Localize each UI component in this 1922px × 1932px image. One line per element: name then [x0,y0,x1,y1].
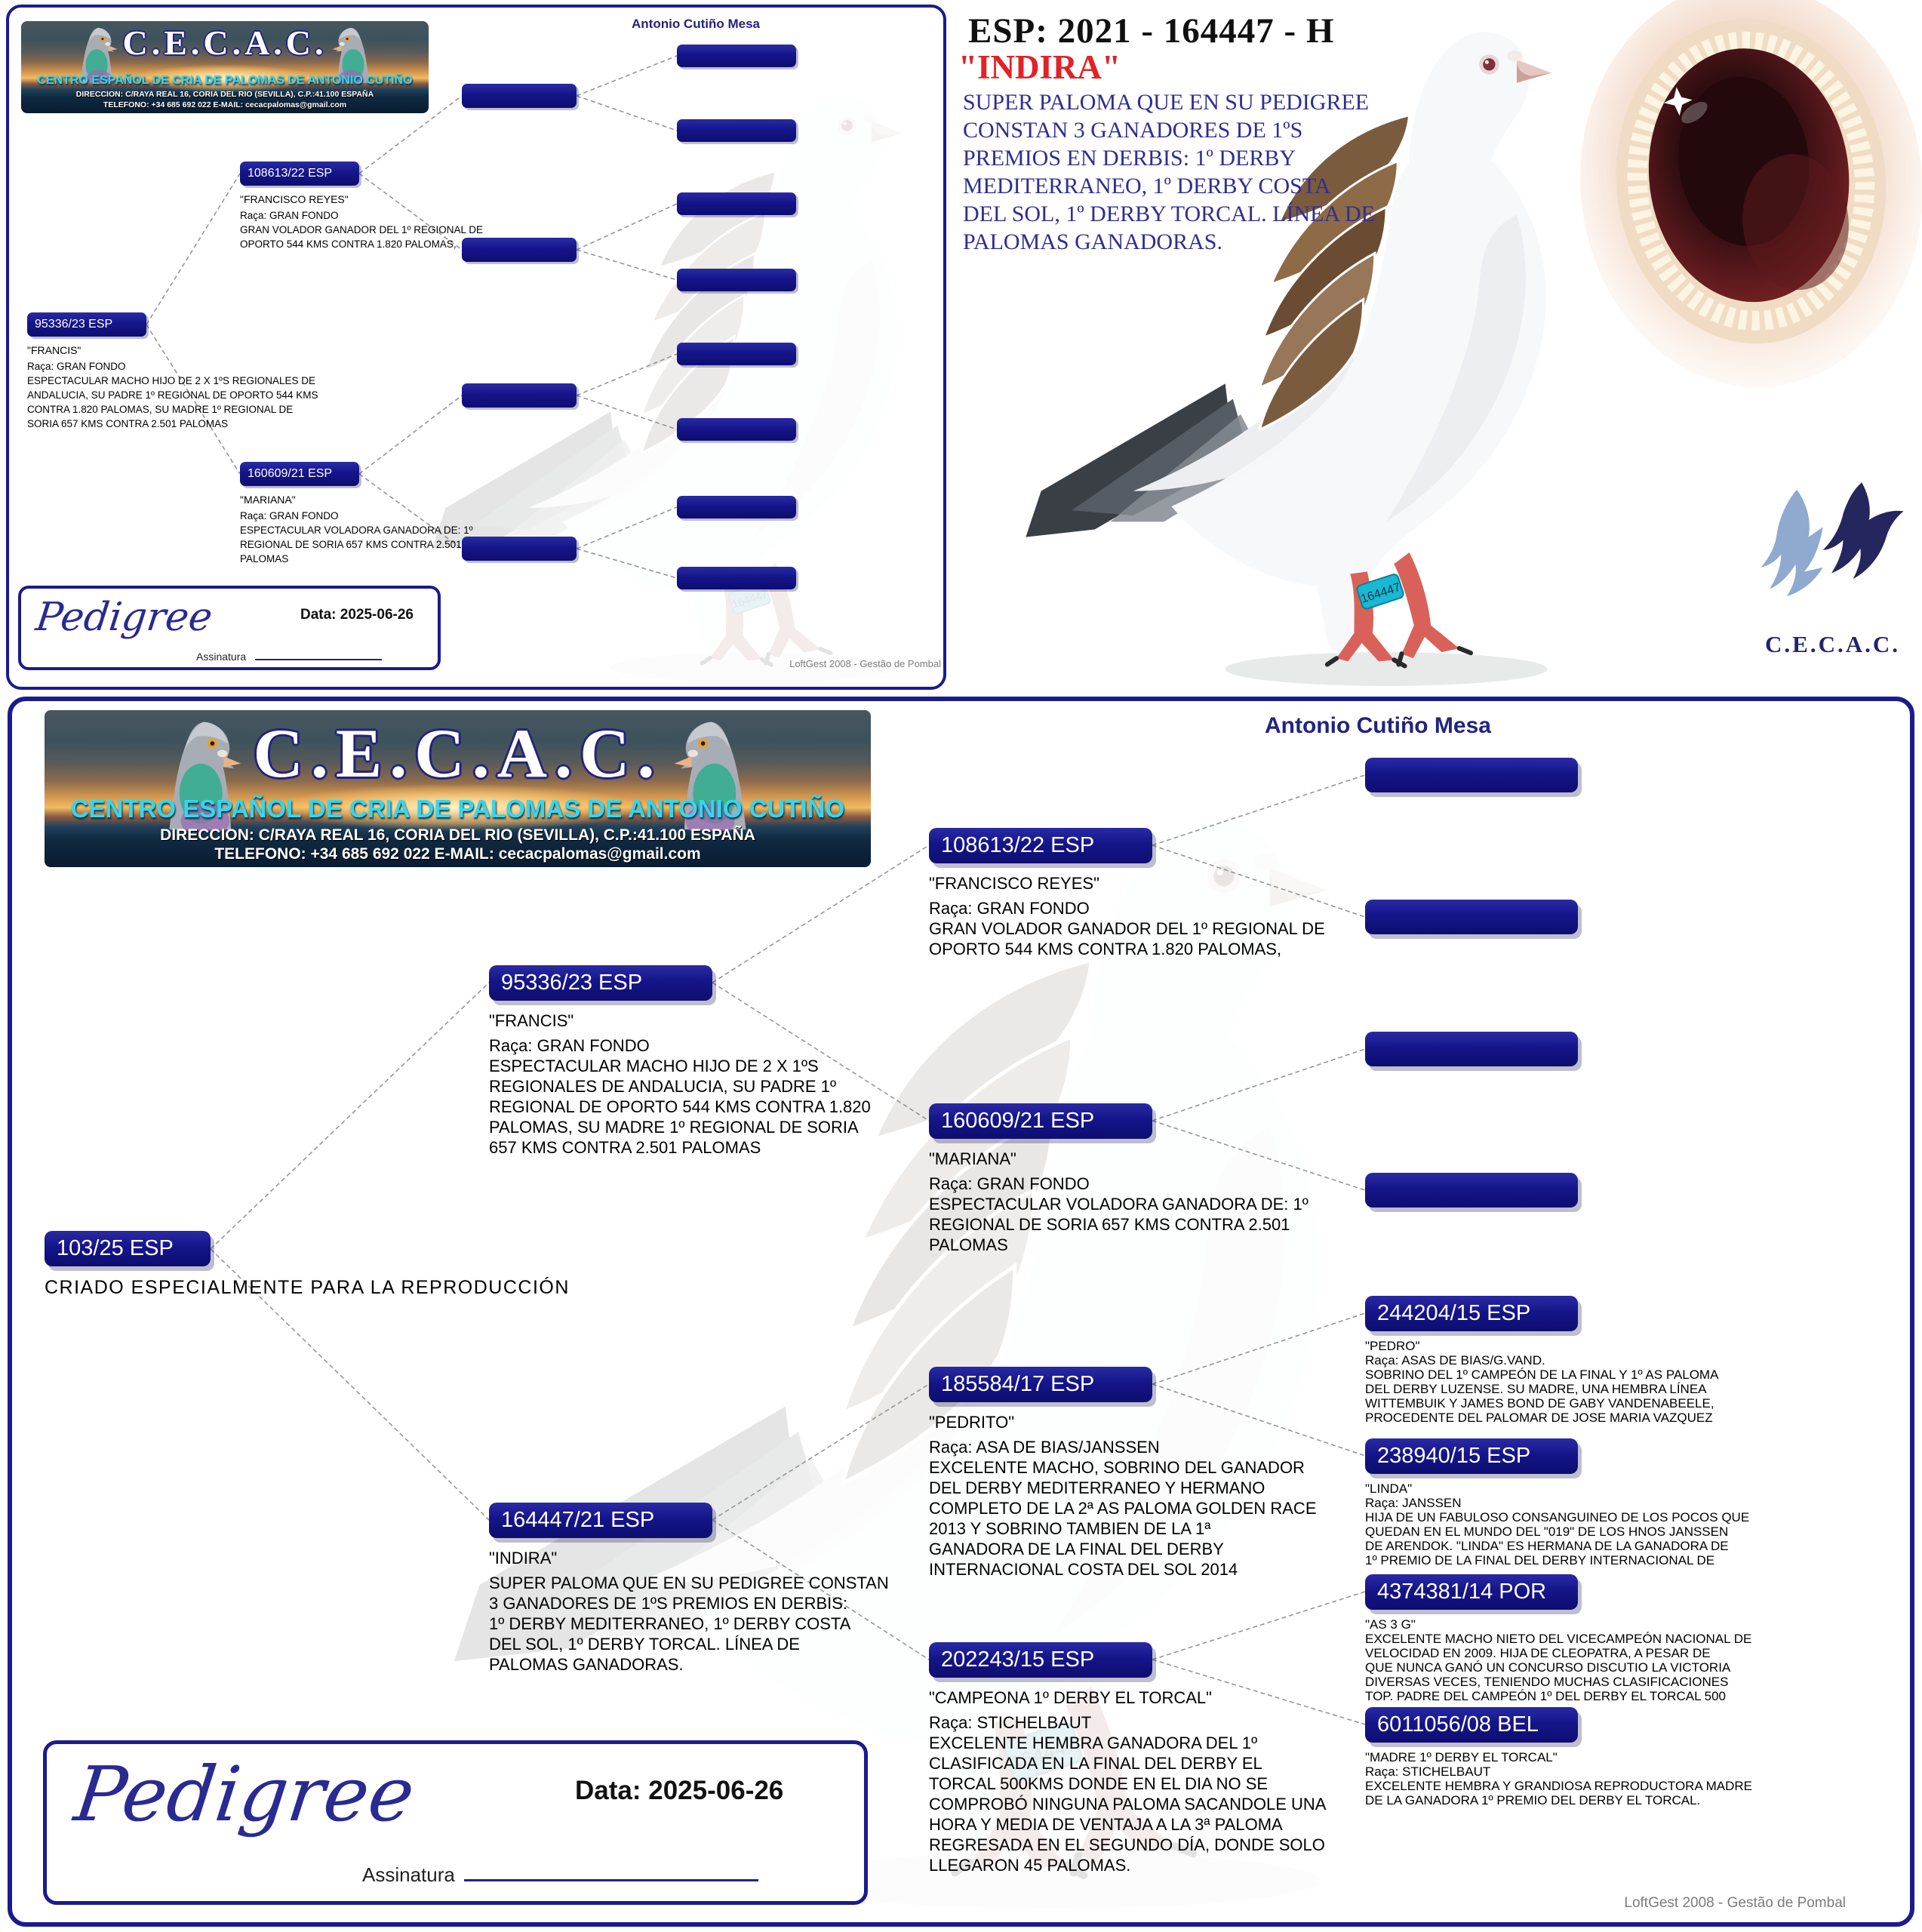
banner-title: C.E.C.A.C. [253,715,663,792]
banner-center-name: CENTRO ESPAÑOL DE CRIA DE PALOMAS DE ANTONIO CUTIÑO [37,74,413,87]
pedigree-card-greatgrandparent-8 [1365,1707,1878,1807]
cecac-logo [1748,468,1917,658]
software-credit: LoftGest 2008 - Gestão de Pombal [1624,1895,1846,1911]
pedigree-card-greatgrandparent-6 [1365,1438,1878,1567]
ring-title: ESP: 2021 - 164447 - H [968,11,1335,51]
banner-contact: TELEFONO: +34 685 692 022 E-MAIL: cecacpalomas@gmail.com [214,845,701,863]
pedigree-card-dam [489,1503,957,1675]
empty-ancestor-box [677,192,796,215]
bird-description: Raça: STICHELBAUT EXCELENTE HEMBRA Y GRANDIOSA REPRODUCTORA MADRE DE LA GANADORA 1º PREMIO DEL DERBY EL TORCAL. [1365,1764,1752,1807]
bird-description: Raça: ASAS DE BIAS/G.VAND. SOBRINO DEL 1º CAMPEÓN DE LA FINAL Y 1º AS PALOMA DEL DERBY LUZENSE. SU MADRE, UNA HEMBRA LÍNEA WITTEMBUIK Y JAMES BOND DE GABY VANDENABEELE, PROCEDENTE DEL PALOMAR DE JOSE MARIA VAZQUEZ [1365,1353,1719,1425]
bird-description: Raça: GRAN FONDO GRAN VOLADOR GANADOR DEL 1º REGIONAL DE OPORTO 544 KMS CONTRA 1.820 PALOMAS, [929,899,1325,958]
banner-address: DIRECCION: C/RAYA REAL 16, CORIA DEL RIO (SEVILLA), C.P.:41.100 ESPAÑA [75,90,374,99]
ring-number-box: 160609/21 ESP [929,1103,1152,1139]
pedigree-logo: Pedigree [69,1750,420,1838]
pigeon-eye-photo [1574,0,1922,412]
bird-description: Raça: GRAN FONDO ESPECTACULAR MACHO HIJO DE 2 X 1ºS REGIONALES DE ANDALUCIA, SU PADRE 1º REGIONAL DE OPORTO 544 KMS CONTRA 1.820 PALOMAS, SU MADRE 1º REGIONAL DE SORIA 657 KMS CONTRA 2.501 PALOMAS [27,361,318,429]
ring-number-box: 202243/15 ESP [929,1642,1152,1678]
pedigree-card-subject [45,1231,570,1299]
empty-ancestor-box [462,383,577,408]
ring-number-box: 4374381/14 POR [1365,1574,1578,1610]
cecac-logo-caption: C.E.C.A.C. [1765,631,1900,657]
breeder-name: Antonio Cutiño Mesa [632,17,760,31]
ring-number-box: 160609/21 ESP [240,462,359,486]
banner-contact: TELEFONO: +34 685 692 022 E-MAIL: cecacpalomas@gmail.com [103,100,347,109]
empty-ancestor-box [677,45,796,67]
bird-summary: SUPER PALOMA QUE EN SU PEDIGREE CONSTAN 3 GANADORES DE 1ºS PREMIOS EN DERBIS: 1º DERBY MEDITERRANEO, 1º DERBY COSTA DEL SOL, 1º DERBY TORCAL. LÍNEA DE PALOMAS GANADORAS. [963,90,1375,254]
pedigree-card-granddam-maternal [929,1642,1382,1875]
bird-name: "CAMPEONA 1º DERBY EL TORCAL" [929,1688,1212,1707]
bird-name: "INDIRA" [489,1549,558,1567]
ring-number-box: 164447/21 ESP [489,1503,712,1538]
ring-number-box: 95336/23 ESP [27,312,146,337]
date-label: Data: 2025-06-26 [300,607,414,623]
empty-ancestor-box [677,343,796,365]
bird-description: Raça: STICHELBAUT EXCELENTE HEMBRA GANADORA DEL 1º CLASIFICADA EN LA FINAL DEL DERBY EL TORCAL 500KMS DONDE EN EL DIA NO SE COMPROBÓ NINGUNA PALOMA SACANDOLE UNA HORA Y MEDIA DE VENTAJA A LA 3ª PALOMA REGRESADA EN EL SEGUNDO DÍA, DONDE SOLO LLEGARON 45 PALOMAS. [929,1713,1327,1875]
pedigree-card-greatgrandparent-5 [1365,1296,1878,1425]
empty-ancestor-box [677,269,796,291]
main-pedigree-document [8,697,1914,1927]
pedigree-logo: Pedigree [33,595,215,640]
cecac-banner [21,21,429,113]
ring-number-box: 185584/17 ESP [929,1367,1152,1402]
empty-ancestor-box [677,567,796,589]
signature-label: Assinatura [362,1863,455,1886]
breeder-name: Antonio Cutiño Mesa [1265,713,1491,738]
signature-line [255,659,382,660]
ring-number-box: 244204/15 ESP [1365,1296,1578,1331]
bird-name: "PEDRO" [1365,1339,1420,1353]
empty-ancestor-box [677,119,796,142]
bird-description: Raça: ASA DE BIAS/JANSSEN EXCELENTE MACHO, SOBRINO DEL GANADOR DEL DERBY MEDITERRANEO Y HERMANO COMPLETO DE LA 2ª AS PALOMA GOLDEN RACE 2013 Y SOBRINO TAMBIEN DE LA 1ª GANADORA DE LA FINAL DEL DERBY INTERNACIONAL COSTA DEL SOL 2014 [929,1438,1317,1579]
ring-number-box: 108613/22 ESP [240,162,359,186]
empty-ancestor-box [462,238,577,262]
bird-name: "AS 3 G" [1365,1617,1416,1632]
bird-name: "MARIANA" [929,1149,1016,1168]
bird-name: "FRANCIS" [27,344,81,356]
bird-name: "FRANCISCO REYES" [929,874,1099,893]
signature-box [43,1740,868,1905]
signature-line [464,1879,758,1881]
pedigree-card-grandsire-paternal [929,828,1382,959]
bird-name: "MADRE 1º DERBY EL TORCAL" [1365,1750,1558,1764]
bird-nickname: "INDIRA" [958,48,1121,86]
bird-name: "MARIANA" [240,494,296,506]
bird-name: "PEDRITO" [929,1413,1015,1432]
ring-number-box: 95336/23 ESP [489,965,712,1001]
software-credit: LoftGest 2008 - Gestão de Pombal [789,658,941,669]
banner-title: C.E.C.A.C. [122,23,328,62]
empty-ancestor-box [1365,758,1578,792]
bird-description: Raça: GRAN FONDO ESPECTACULAR MACHO HIJO DE 2 X 1ºS REGIONALES DE ANDALUCIA, SU PADRE 1º REGIONAL DE OPORTO 544 KMS CONTRA 1.820 PALOMAS, SU MADRE 1º REGIONAL DE SORIA 657 KMS CONTRA 2.501 PALOMAS [489,1036,871,1157]
empty-ancestor-box [1365,900,1578,934]
bird-name: "FRANCISCO REYES" [240,193,349,205]
ring-number-box: 6011056/08 BEL [1365,1707,1578,1743]
empty-ancestor-box [1365,1173,1578,1208]
bird-description: Raça: GRAN FONDO ESPECTACULAR VOLADORA GANADORA DE: 1º REGIONAL DE SORIA 657 KMS CONTRA 2.501 PALOMAS [240,510,473,565]
bird-name: "FRANCIS" [489,1011,574,1030]
banner-center-name: CENTRO ESPAÑOL DE CRIA DE PALOMAS DE ANTONIO CUTIÑO [70,795,845,823]
pedigree-card-grandsire-maternal [929,1367,1382,1580]
cecac-logo-birds-icon [1754,468,1912,615]
ring-number-box: 103/25 ESP [45,1231,211,1266]
bird-name: "LINDA" [1365,1481,1413,1496]
empty-ancestor-box [462,537,577,561]
bird-description: SUPER PALOMA QUE EN SU PEDIGREE CONSTAN 3 GANADORES DE 1ºS PREMIOS EN DERBIS: 1º DERBY MEDITERRANEO, 1º DERBY COSTA DEL SOL, 1º DERBY TORCAL. LÍNEA DE PALOMAS GANADORAS. [489,1574,889,1674]
bird-description: Raça: JANSSEN HIJA DE UN FABULOSO CONSANGUINEO DE LOS POCOS QUE QUEDAN EN EL MUNDO DEL "019" DE LOS HNOS JANSSEN DE ARENDOK. "LINDA" ES HERMANA DE LA GANADORA DE 1º PREMIO DE LA FINAL DEL DERBY INTERNACIONAL DE [1365,1496,1750,1567]
pedigree-card-subject [27,312,404,431]
pedigree-card-sire [489,965,957,1158]
empty-ancestor-box [462,84,577,108]
bird-description: EXCELENTE MACHO NIETO DEL VICECAMPEÓN NACIONAL DE VELOCIDAD EN 2009. HIJA DE CLEOPATRA, A PESAR DE QUE NUNCA GANÓ UN CONCURSO DISCUTIO LA VICTORIA DIVERSAS VECES, TENIENDO MUCHAS CLASIFICACIONES TOP. PADRE DEL CAMPEÓN 1º DEL DERBY EL TORCAL 500 [1365,1632,1752,1703]
date-label: Data: 2025-06-26 [575,1776,784,1805]
bird-description: Raça: GRAN FONDO ESPECTACULAR VOLADORA GANADORA DE: 1º REGIONAL DE SORIA 657 KMS CONTRA 2.501 PALOMAS [929,1174,1308,1254]
mini-pedigree-document [6,5,946,690]
pedigree-card-greatgrandparent-7 [1365,1574,1878,1703]
signature-label: Assinatura [196,651,247,663]
cecac-banner [45,710,871,867]
signature-box [18,586,441,670]
empty-ancestor-box [677,496,796,518]
banner-address: DIRECCION: C/RAYA REAL 16, CORIA DEL RIO (SEVILLA), C.P.:41.100 ESPAÑA [160,826,755,844]
empty-ancestor-box [677,418,796,441]
pedigree-card-granddam-paternal [929,1103,1382,1255]
ring-number-box: 238940/15 ESP [1365,1438,1578,1474]
bird-description: Raça: GRAN FONDO GRAN VOLADOR GANADOR DEL 1º REGIONAL DE OPORTO 544 KMS CONTRA 1.820 PALOMAS, [240,210,484,250]
empty-ancestor-box [1365,1032,1578,1066]
bird-description: CRIADO ESPECIALMENTE PARA LA REPRODUCCIÓN [45,1277,570,1298]
ring-number-box: 108613/22 ESP [929,828,1152,863]
